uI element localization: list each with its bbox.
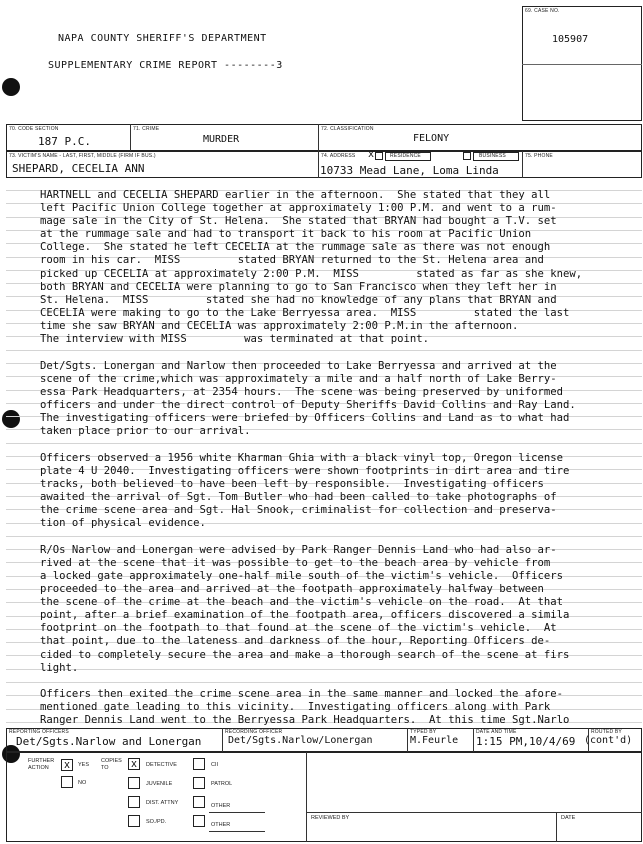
address-value: 10733 Mead Lane, Loma Linda <box>320 164 499 177</box>
code-section-value: 187 P.C. <box>38 135 91 148</box>
narrative-line: Officers then exited the crime scene area in the same manner and locked the afore- <box>40 688 563 701</box>
recording-officer-value: Det/Sgts.Narlow/Lonergan <box>228 735 373 746</box>
cii-checkbox[interactable] <box>193 758 205 770</box>
narrative-line: rived at the scene that it was possible to get to the beach area by vehicle from <box>40 556 551 569</box>
narrative-line: Ranger Dennis Land went to the Berryessa Park Headquarters. At this time Sgt.Narlo <box>40 714 570 727</box>
reporting-officers-label: REPORTING OFFICERS <box>9 729 69 735</box>
narrative-line: CECELIA were making to go to the Lake Berryessa area. MISS stated the last <box>40 306 570 319</box>
case-no-value: 105907 <box>552 34 589 45</box>
patrol-label: PATROL <box>211 781 233 787</box>
narrative-line: tion of physical evidence. <box>40 517 206 530</box>
victim-value: SHEPARD, CECELIA ANN <box>12 162 145 175</box>
detective-label: DETECTIVE <box>146 762 177 768</box>
narrative-line: time she saw BRYAN and CECELIA was approximately 2:00 P.M.in the afternoon. <box>40 319 519 332</box>
binder-hole-1 <box>2 78 20 96</box>
so-pd-label: SO./PD. <box>146 819 167 825</box>
narrative-line: taken place prior to our arrival. <box>40 425 251 438</box>
narrative-line: that point, due to the lateness and darkness of the hour, Reporting Officers de- <box>40 635 551 648</box>
narrative-line: mage sale in the City of St. Helena. She stated that BRYAN had bought a T.V. set <box>40 215 557 228</box>
further-action-yes-checkbox[interactable]: x <box>61 759 73 771</box>
narrative-line: officers and under the direct control of Deputy Sheriffs David Collins and Ray Land. <box>40 398 576 411</box>
patrol-checkbox[interactable] <box>193 777 205 789</box>
narrative-line: both BRYAN and CECELIA were planning to go to San Francisco when they left her in <box>40 280 557 293</box>
binder-hole-2 <box>2 410 20 428</box>
address-type-mark: x <box>368 149 375 160</box>
narrative-body <box>40 189 642 741</box>
narrative-line: light. <box>40 661 79 674</box>
further-action-label: FURTHER ACTION <box>28 758 55 771</box>
narrative-line: footprint on the footpath to that found at the scene of the victim's vehicle. At <box>40 622 557 635</box>
narrative-line: Det/Sgts. Lonergan and Narlow then proceeded to Lake Berryessa and arrived at the <box>40 359 557 372</box>
business-label: BUSINESS <box>479 153 506 159</box>
so-pd-checkbox[interactable] <box>128 815 140 827</box>
narrative-line: left Pacific Union College together at approximately 1:00 P.M. and went to a rum- <box>40 202 557 215</box>
narrative-line: plate 4 U 2040. Investigating officers were shown footprints in dirt area and tire <box>40 464 570 477</box>
narrative-paragraph <box>40 688 642 727</box>
narrative-line: the crime scene area and Sgt. Hal Snook, criminalist for collection and preserva- <box>40 504 557 517</box>
narrative-paragraph <box>40 544 642 675</box>
typed-by-label: TYPED BY <box>410 729 437 735</box>
further-action-no-checkbox[interactable] <box>61 776 73 788</box>
residence-checkbox[interactable] <box>375 152 383 160</box>
other-2-label: OTHER <box>211 822 231 828</box>
dist-atty-checkbox[interactable] <box>128 796 140 808</box>
no-label: NO <box>78 780 87 786</box>
narrative-line: The interview with MISS was terminated at that point. <box>40 333 430 346</box>
narrative-line: St. Helena. MISS stated she had no knowledge of any plans that BRYAN and <box>40 293 557 306</box>
narrative-line: proceeded to the area and arrived at the footpath approximately halfway between <box>40 583 544 596</box>
department-name: NAPA COUNTY SHERIFF'S DEPARTMENT <box>58 33 267 44</box>
phone-label: 75. PHONE <box>525 153 553 159</box>
juvenile-checkbox[interactable] <box>128 777 140 789</box>
routed-by-label: ROUTED BY <box>591 729 622 735</box>
narrative-paragraph <box>40 360 642 439</box>
reviewed-by-label: REVIEWED BY <box>311 815 350 821</box>
report-type: SUPPLEMENTARY CRIME REPORT --------3 <box>48 60 283 71</box>
address-label: 74. ADDRESS <box>321 153 356 159</box>
narrative-line: HARTNELL and CECELIA SHEPARD earlier in the afternoon. She stated that they all <box>40 189 551 201</box>
recording-officer-label: RECORDING OFFICER <box>225 729 283 735</box>
case-no-label: 69. CASE NO. <box>525 8 560 14</box>
narrative-paragraph <box>40 452 642 531</box>
narrative-line: the scene of the crime at the beach and the victim's vehicle on the road. At that <box>40 596 563 609</box>
victim-label: 73. VICTIM'S NAME - LAST, FIRST, MIDDLE (FIRM IF BUS.) <box>9 153 156 159</box>
typed-by-value: M.Feurle <box>410 735 459 746</box>
reporting-officers-value: Det/Sgts.Narlow and Lonergan <box>16 735 202 748</box>
classification-label: 72. CLASSIFICATION <box>321 126 374 132</box>
narrative-line: The investigating officers were briefed by Officers Collins and Land as to what had <box>40 412 570 424</box>
narrative-line: point, after a brief examination of the footpath area, officers discovered a simila <box>40 609 570 622</box>
dist-atty-label: DIST. ATTNY <box>146 800 179 806</box>
other-1-checkbox[interactable] <box>193 796 205 808</box>
narrative-line: mentioned gate leading to this vicinity. Investigating officers along with Park <box>40 701 551 714</box>
other-2-checkbox[interactable] <box>193 815 205 827</box>
crime-value: MURDER <box>203 134 240 145</box>
narrative-line: tracks, both believed to have been left by responsible. Investigating officers <box>40 477 544 490</box>
classification-value: FELONY <box>413 133 450 144</box>
narrative-paragraph <box>40 189 642 346</box>
narrative-line: scene of the crime,which was approximately a mile and a half north of Lake Berry- <box>40 372 557 385</box>
narrative-line: College. She stated he left CECELIA at the rummage sale as there was not enough <box>40 241 551 254</box>
code-section-label: 70. CODE SECTION <box>9 126 59 132</box>
narrative-line: awaited the arrival of Sgt. Tom Butler who had been called to take photographs of <box>40 490 557 503</box>
juvenile-label: JUVENILE <box>146 781 173 787</box>
business-checkbox[interactable] <box>463 152 471 160</box>
narrative-line: at the rummage sale and had to transport it back to his room at Pacific Union <box>40 228 532 241</box>
crime-label: 71. CRIME <box>133 126 160 132</box>
continued-marker: (cont'd) <box>584 735 633 746</box>
narrative-line: room in his car. MISS stated BRYAN returned to the St. Helena area and <box>40 254 544 267</box>
date-label: DATE <box>561 815 576 821</box>
detective-checkbox[interactable]: x <box>128 758 140 770</box>
cii-label: CII <box>211 762 219 768</box>
narrative-line: picked up CECELIA at approximately 2:00 P.M. MISS stated as far as she knew, <box>40 267 583 280</box>
residence-label: RESIDENCE <box>390 153 421 159</box>
narrative-line: cided to completely secure the area and make a thorough search of the scene at firs <box>40 648 570 661</box>
narrative-line: essa Park Headquarters, at 2354 hours. The scene was being preserved by uniformed <box>40 385 563 398</box>
copies-to-label: COPIES TO <box>101 758 122 771</box>
date-time-label: DATE AND TIME <box>476 729 517 735</box>
other-1-label: OTHER <box>211 803 231 809</box>
narrative-line: a locked gate approximately one-half mile south of the victim's vehicle. Officers <box>40 569 563 582</box>
narrative-line: Officers observed a 1956 white Kharman Ghia with a black vinyl top, Oregon license <box>40 451 563 464</box>
narrative-line: R/Os Narlow and Lonergan were advised by Park Ranger Dennis Land who had also ar- <box>40 543 557 556</box>
yes-label: YES <box>78 762 90 768</box>
date-time-value: 1:15 PM,10/4/69 <box>476 735 576 748</box>
